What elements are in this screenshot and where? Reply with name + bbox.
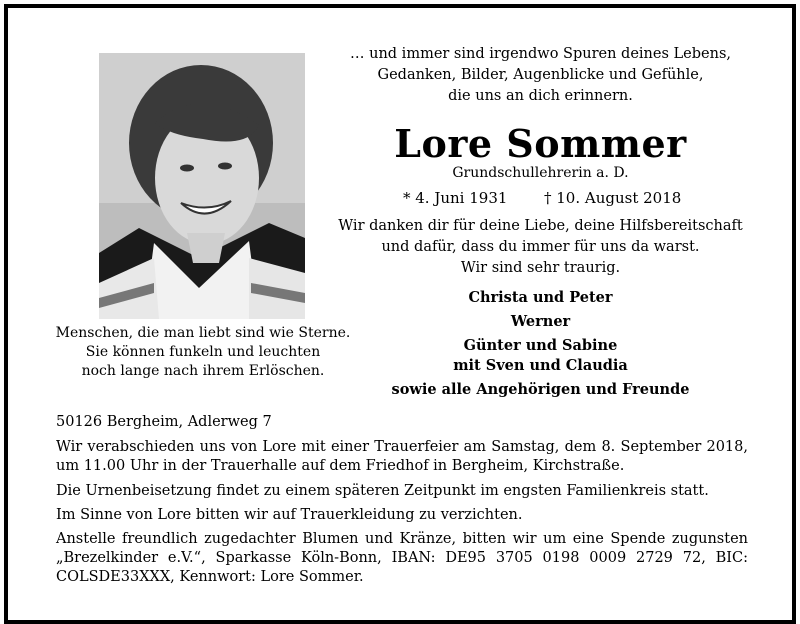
occupation: Grundschullehrerin a. D.	[452, 165, 629, 181]
mourner-name: Günter und Sabine	[463, 337, 618, 354]
quote-line: noch lange nach ihrem Erlöschen.	[81, 363, 325, 379]
address: 50126 Bergheim, Adlerweg 7	[56, 414, 272, 430]
intro-verse	[338, 44, 743, 107]
birth-date: * 4. Juni 1931	[403, 189, 508, 207]
donation-paragraph: Anstelle freundlich zugedachter Blumen und Kränze, bitten wir um eine Spende zugunsten „Brezelkinder e.V.“, Sparkasse Köln-Bonn, IBAN: DE95 3705 0198 0009 2729 72, BIC: COLSDE33XXX, Kennwort: Lore Sommer.	[56, 531, 748, 585]
thanks-text	[338, 216, 743, 279]
deceased-name: Lore Sommer	[394, 121, 687, 166]
mourner-name: mit Sven und Claudia	[453, 357, 628, 374]
thanks-line: und dafür, dass du immer für uns da warst.	[381, 239, 700, 255]
mourner-name: Christa und Peter	[468, 289, 613, 306]
attire-paragraph: Im Sinne von Lore bitten wir auf Trauerkleidung zu verzichten.	[56, 507, 523, 523]
intro-line: Gedanken, Bilder, Augenblicke und Gefühle,	[377, 67, 704, 83]
intro-line: … und immer sind irgendwo Spuren deines Lebens,	[350, 46, 731, 62]
quote-line: Menschen, die man liebt sind wie Sterne.	[55, 325, 351, 341]
thanks-line: Wir sind sehr traurig.	[460, 260, 621, 276]
quote-line: Sie können funkeln und leuchten	[85, 344, 321, 360]
thanks-line: Wir danken dir für deine Liebe, deine Hilfsbereitschaft	[338, 218, 743, 234]
mourner-name: Werner	[510, 313, 571, 330]
quote-block	[48, 324, 358, 381]
death-date: † 10. August 2018	[544, 189, 682, 207]
intro-line: die uns an dich erinnern.	[448, 88, 633, 104]
mourner-name: sowie alle Angehörigen und Freunde	[391, 381, 690, 398]
burial-paragraph: Die Urnenbeisetzung findet zu einem späteren Zeitpunkt im engsten Familienkreis statt.	[56, 483, 709, 499]
portrait-photo	[99, 53, 305, 319]
obituary-frame	[4, 4, 796, 624]
funeral-paragraph: Wir verabschieden uns von Lore mit einer Trauerfeier am Samstag, dem 8. September 2018, um 11.00 Uhr in der Trauerhalle auf dem Friedhof in Bergheim, Kirchstraße.	[56, 439, 748, 474]
